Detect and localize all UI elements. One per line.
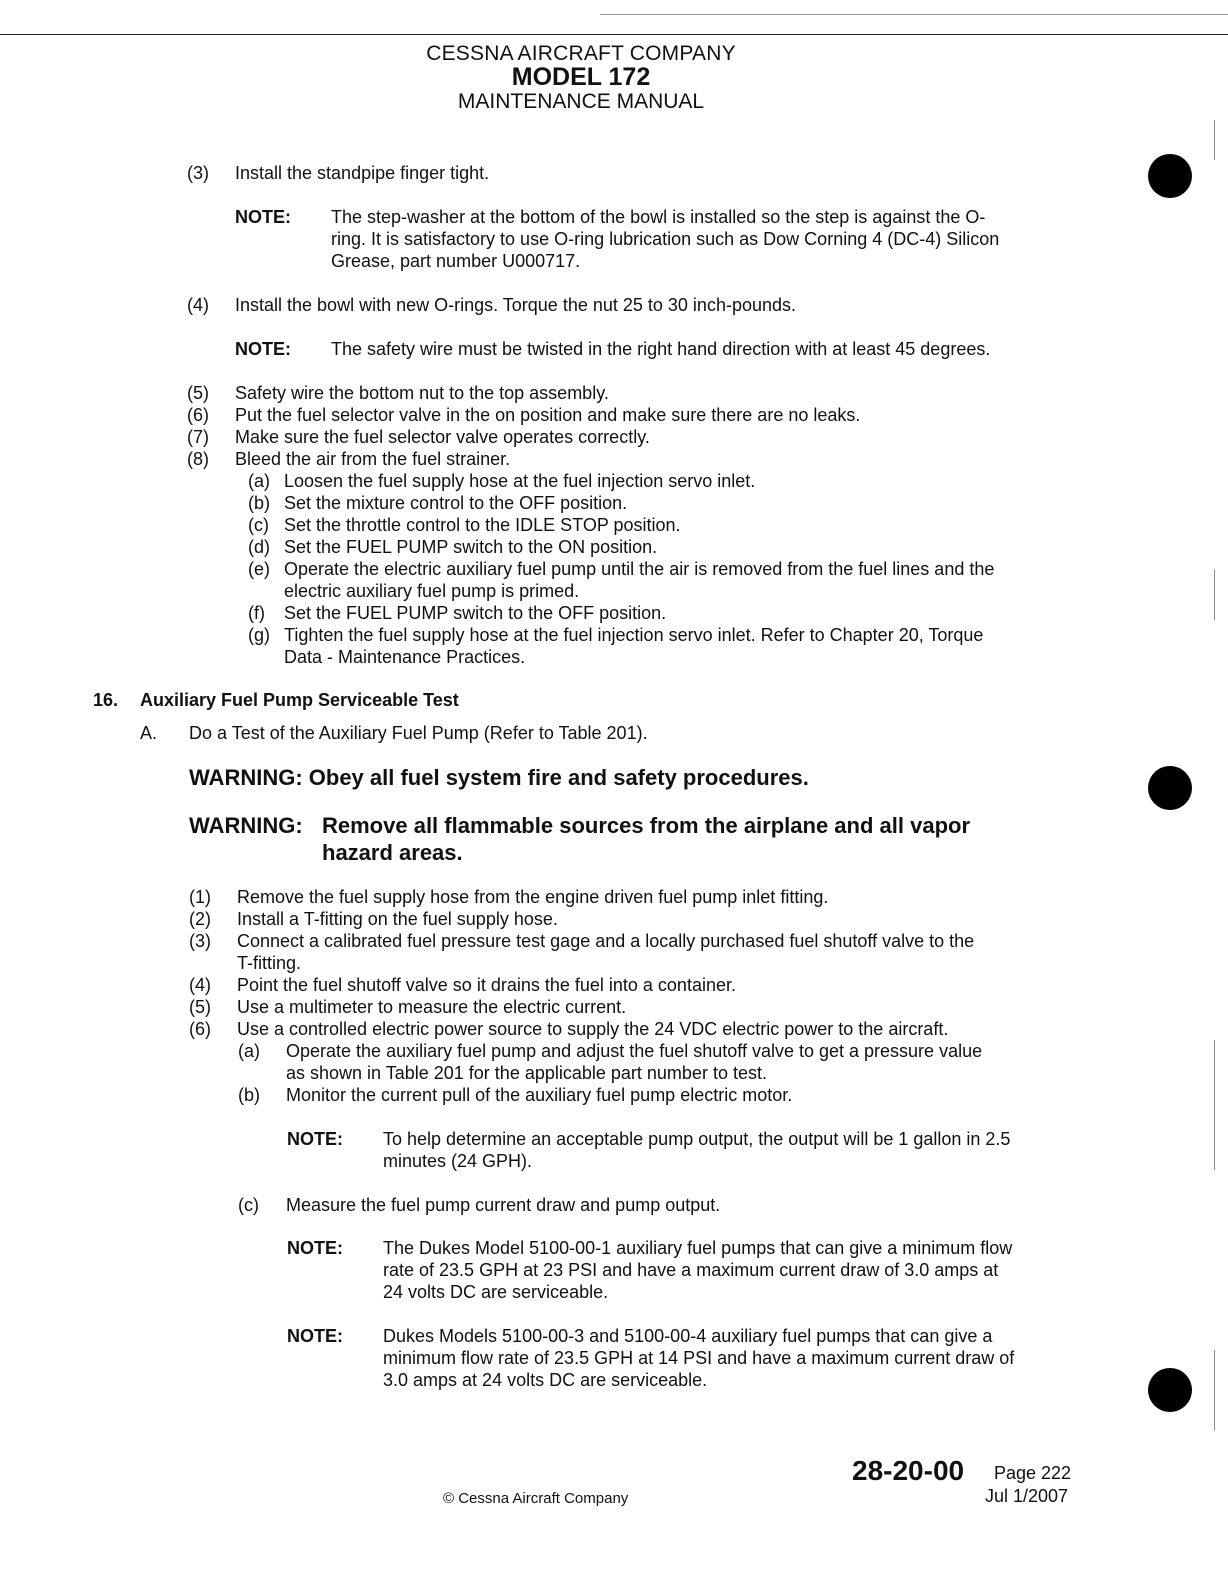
note-text: ring. It is satisfactory to use O-ring lubrication such as Dow Corning 4 (DC-4) Silicon	[331, 229, 1000, 249]
note-text: rate of 23.5 GPH at 23 PSI and have a maximum current draw of 3.0 amps at	[383, 1260, 999, 1280]
warning-fire-safety: WARNING: Obey all fuel system fire and safety procedures.	[189, 765, 809, 790]
note-label: NOTE:	[287, 1238, 343, 1258]
substep-text: Operate the electric auxiliary fuel pump until the air is removed from the fuel lines and the	[284, 559, 995, 579]
warning-label: WARNING:	[189, 813, 303, 838]
step-number: (3)	[189, 931, 211, 951]
step-number: (8)	[187, 449, 209, 469]
substep-text: Set the throttle control to the IDLE STOP position.	[284, 515, 681, 535]
note-text: The safety wire must be twisted in the right hand direction with at least 45 degrees.	[331, 339, 991, 359]
edge-mark	[1214, 570, 1215, 620]
note-text: 24 volts DC are serviceable.	[383, 1282, 609, 1302]
step-text: Install the bowl with new O-rings. Torque the nut 25 to 30 inch-pounds.	[235, 295, 796, 315]
substep-letter: (a)	[248, 471, 270, 491]
step-text: Remove the fuel supply hose from the engine driven fuel pump inlet fitting.	[237, 887, 829, 907]
substep-text: Set the FUEL PUMP switch to the OFF position.	[284, 603, 667, 623]
substep-text: Loosen the fuel supply hose at the fuel injection servo inlet.	[284, 471, 756, 491]
header-rule	[0, 34, 1228, 35]
substep-letter: (f)	[248, 603, 265, 623]
manual-title: MAINTENANCE MANUAL	[457, 90, 705, 113]
step-number: (5)	[187, 383, 209, 403]
binder-hole-mark	[1148, 1368, 1192, 1412]
warning-text: Remove all flammable sources from the airplane and all vapor	[322, 813, 971, 838]
step-number: (1)	[189, 887, 211, 907]
note-text: 3.0 amps at 24 volts DC are serviceable.	[383, 1370, 708, 1390]
note-label: NOTE:	[235, 207, 291, 227]
note-text: The Dukes Model 5100-00-1 auxiliary fuel pumps that can give a minimum flow	[383, 1238, 1013, 1258]
model-title: MODEL 172	[511, 63, 651, 91]
note-text: Dukes Models 5100-00-3 and 5100-00-4 auxiliary fuel pumps that can give a	[383, 1326, 993, 1346]
note-label: NOTE:	[235, 339, 291, 359]
step-text: Point the fuel shutoff valve so it drains the fuel into a container.	[237, 975, 736, 995]
edge-mark	[1214, 1350, 1215, 1430]
step-number: (2)	[189, 909, 211, 929]
substep-text: Measure the fuel pump current draw and pump output.	[286, 1195, 721, 1215]
page-number: Page 222	[994, 1463, 1072, 1483]
substep-text: electric auxiliary fuel pump is primed.	[284, 581, 580, 601]
substep-letter: (b)	[238, 1085, 260, 1105]
section-number: 16.	[93, 690, 119, 710]
step-text: Use a multimeter to measure the electric current.	[237, 997, 627, 1017]
substep-text: Monitor the current pull of the auxiliary fuel pump electric motor.	[286, 1085, 793, 1105]
step-number: (6)	[187, 405, 209, 425]
step-text: Bleed the air from the fuel strainer.	[235, 449, 511, 469]
step-number: (3)	[187, 163, 209, 183]
top-edge-rule	[600, 14, 1228, 15]
step-text: Install a T-fitting on the fuel supply hose.	[237, 909, 558, 929]
revision-date: Jul 1/2007	[985, 1486, 1069, 1506]
step-text: Make sure the fuel selector valve operates correctly.	[235, 427, 650, 447]
substep-text: Set the mixture control to the OFF position.	[284, 493, 628, 513]
chapter-code: 28-20-00	[852, 1455, 965, 1486]
warning-text: hazard areas.	[322, 840, 463, 865]
step-number: (7)	[187, 427, 209, 447]
step-number: (4)	[187, 295, 209, 315]
note-label: NOTE:	[287, 1129, 343, 1149]
copyright: © Cessna Aircraft Company	[443, 1490, 629, 1507]
note-text: The step-washer at the bottom of the bowl is installed so the step is against the O-	[331, 207, 986, 227]
edge-mark	[1214, 1040, 1215, 1170]
binder-hole-mark	[1148, 766, 1192, 810]
step-text: Safety wire the bottom nut to the top assembly.	[235, 383, 609, 403]
step-number: (5)	[189, 997, 211, 1017]
substep-letter: (a)	[238, 1041, 260, 1061]
note-text: To help determine an acceptable pump output, the output will be 1 gallon in 2.5	[383, 1129, 1011, 1149]
step-text: Use a controlled electric power source to supply the 24 VDC electric power to the aircraft.	[237, 1019, 949, 1039]
note-text: Grease, part number U000717.	[331, 251, 581, 271]
substep-letter: (c)	[248, 515, 269, 535]
substep-letter: (b)	[248, 493, 270, 513]
substep-text: Operate the auxiliary fuel pump and adjust the fuel shutoff valve to get a pressure value	[286, 1041, 983, 1061]
substep-letter: (e)	[248, 559, 270, 579]
note-text: minimum flow rate of 23.5 GPH at 14 PSI and have a maximum current draw of	[383, 1348, 1015, 1368]
substep-text: Data - Maintenance Practices.	[284, 647, 526, 667]
step-number: (6)	[189, 1019, 211, 1039]
step-text: Put the fuel selector valve in the on position and make sure there are no leaks.	[235, 405, 861, 425]
binder-hole-mark	[1148, 154, 1192, 198]
step-text: Install the standpipe finger tight.	[235, 163, 490, 183]
step-text: Connect a calibrated fuel pressure test gage and a locally purchased fuel shutoff valve to the	[237, 931, 975, 951]
substep-text: as shown in Table 201 for the applicable part number to test.	[286, 1063, 767, 1083]
section-title: Auxiliary Fuel Pump Serviceable Test	[140, 690, 459, 710]
note-label: NOTE:	[287, 1326, 343, 1346]
substep-letter: (d)	[248, 537, 270, 557]
company-name: CESSNA AIRCRAFT COMPANY	[426, 42, 736, 65]
item-letter: A.	[140, 723, 158, 743]
step-text: T-fitting.	[237, 953, 302, 973]
step-number: (4)	[189, 975, 211, 995]
item-text: Do a Test of the Auxiliary Fuel Pump (Refer to Table 201).	[189, 723, 648, 743]
substep-text: Tighten the fuel supply hose at the fuel injection servo inlet. Refer to Chapter 20, Torque	[284, 625, 984, 645]
note-text: minutes (24 GPH).	[383, 1151, 533, 1171]
edge-mark	[1214, 120, 1215, 160]
substep-letter: (c)	[238, 1195, 259, 1215]
substep-text: Set the FUEL PUMP switch to the ON position.	[284, 537, 658, 557]
substep-letter: (g)	[248, 625, 270, 645]
